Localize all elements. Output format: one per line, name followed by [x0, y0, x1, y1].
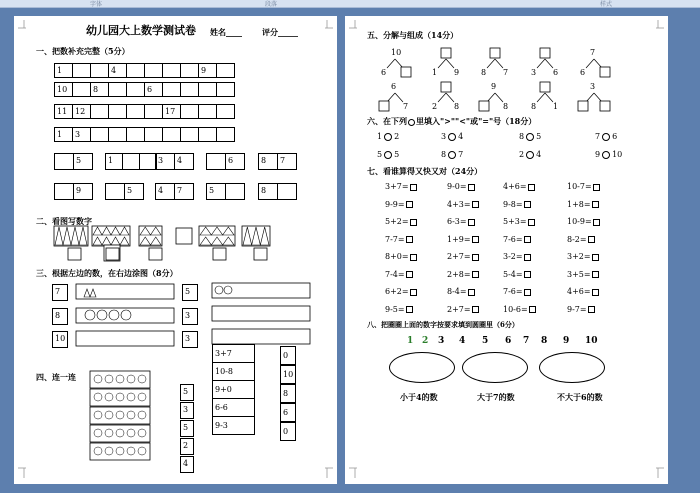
- fruit-shape: [116, 393, 124, 401]
- pair-cell: 6: [225, 153, 245, 170]
- answer-box: [524, 236, 531, 243]
- bond-left-number: 6: [381, 68, 387, 77]
- section-2-title: 二、看图写数字: [36, 216, 92, 226]
- count-number: 10: [52, 331, 68, 348]
- compare-item: [377, 150, 399, 160]
- arithmetic-expression: 10-6=: [503, 304, 528, 314]
- number-item: 5: [482, 336, 489, 346]
- arithmetic-expression: 1+9=: [447, 234, 471, 244]
- pair-cell: 7: [277, 153, 297, 170]
- bond-line: [446, 93, 454, 102]
- oval-greater-than-7: [462, 352, 528, 383]
- sequence-cell: 8: [90, 82, 109, 97]
- compare-left: 2: [519, 150, 525, 159]
- count-number: 7: [52, 284, 68, 301]
- count-number: 8: [52, 308, 68, 325]
- answer-box: [593, 184, 600, 191]
- arithmetic-problem: [567, 217, 600, 227]
- picture-box: [90, 443, 150, 460]
- fruit-shape: [138, 411, 146, 419]
- answer-box: [592, 289, 599, 296]
- arithmetic-expression: 7-4=: [385, 269, 405, 279]
- arithmetic-expression: 1+8=: [567, 199, 591, 209]
- fruit-shape: [105, 393, 113, 401]
- arithmetic-expression: 4+6=: [567, 287, 591, 296]
- compare-item: [595, 132, 617, 142]
- match-expression: 6-6: [212, 398, 255, 417]
- arithmetic-expression: 8+0=: [385, 252, 409, 261]
- section-8-title: 八、把圈圈上面的数字按要求填到圆圈里（6分）: [367, 320, 519, 329]
- compare-circle: [384, 133, 392, 141]
- sequence-cell: 17: [162, 104, 181, 119]
- count-number: 3: [182, 308, 198, 325]
- arithmetic-problem: [447, 200, 479, 210]
- arithmetic-problem: [503, 217, 535, 227]
- arithmetic-problem: [503, 252, 531, 262]
- bond-line: [545, 59, 553, 68]
- compare-item: [519, 132, 541, 142]
- picture-box: [90, 389, 150, 406]
- fruit-shape: [116, 447, 124, 455]
- answer-box: [529, 306, 536, 313]
- arithmetic-expression: 8-4=: [447, 287, 467, 296]
- answer-box: [410, 254, 417, 261]
- word-ribbon: [0, 0, 700, 8]
- fruit-shape: [127, 393, 135, 401]
- bond-left-number: 6: [580, 68, 586, 77]
- compare-item: [595, 150, 622, 160]
- fruit-shape: [116, 411, 124, 419]
- arithmetic-problem: [385, 305, 413, 315]
- compare-circle: [448, 133, 456, 141]
- compare-right: 4: [458, 132, 464, 141]
- bond-left-number: 1: [432, 68, 438, 77]
- count-number: 5: [182, 284, 198, 301]
- bond-line: [537, 93, 545, 102]
- arithmetic-expression: 9-9=: [385, 199, 405, 209]
- sequence-cell: 4: [108, 63, 127, 78]
- match-expression: 9+0: [212, 380, 255, 399]
- oval-label: 小于4的数: [400, 392, 438, 402]
- fruit-shape: [127, 447, 135, 455]
- compare-circle: [448, 151, 456, 159]
- answer-box: [472, 236, 479, 243]
- bond-left-number: 2: [432, 102, 438, 111]
- fruit-shape: [138, 393, 146, 401]
- section-6-title: 六、在下列 里填入">""<"或"="号（18分）: [367, 116, 537, 126]
- match-number: 2: [180, 438, 194, 455]
- arithmetic-problem: [567, 252, 599, 262]
- fruit-shape: [105, 375, 113, 383]
- fruit-shape: [138, 429, 146, 437]
- sequence-cell: 9: [198, 63, 217, 78]
- arithmetic-expression: 2+7=: [447, 304, 471, 314]
- answer-box: [468, 219, 475, 226]
- arithmetic-problem: [385, 200, 413, 210]
- arithmetic-problem: [503, 200, 531, 210]
- answer-box: [540, 48, 550, 58]
- bond-left-number: 8: [481, 68, 487, 77]
- pair-cell: 8: [258, 153, 278, 170]
- answer-box: [524, 271, 531, 278]
- compare-circle: [526, 151, 534, 159]
- answer-box: [592, 271, 599, 278]
- number-item: 1: [407, 336, 414, 346]
- right-page: [345, 16, 668, 484]
- arithmetic-expression: 4+6=: [503, 182, 527, 191]
- section-4-title: 四、连一连: [36, 372, 76, 382]
- arithmetic-problem: [385, 287, 417, 297]
- fruit-shape: [116, 429, 124, 437]
- answer-box: [588, 306, 595, 313]
- bond-line: [387, 59, 395, 68]
- sequence-cell: 6: [144, 82, 163, 97]
- answer-box: [593, 219, 600, 226]
- arithmetic-problem: [447, 305, 479, 315]
- bond-right-number: 7: [403, 102, 409, 111]
- compare-circle: [526, 133, 534, 141]
- bond-top-number: 9: [491, 82, 497, 91]
- bond-right-number: 6: [553, 68, 559, 77]
- compare-left: 8: [519, 132, 525, 141]
- fruit-shape: [94, 411, 102, 419]
- arithmetic-expression: 10-7=: [567, 182, 592, 191]
- answer-box: [472, 306, 479, 313]
- pair-cell: 7: [174, 183, 194, 200]
- bond-right-number: 8: [503, 102, 509, 111]
- arithmetic-problem: [503, 182, 535, 192]
- bond-line: [395, 93, 403, 102]
- sequence-cell: 10: [54, 82, 73, 97]
- pair-cell: 8: [258, 183, 278, 200]
- answer-box: [592, 201, 599, 208]
- bond-line: [495, 59, 503, 68]
- arithmetic-problem: [385, 252, 417, 262]
- answer-box: [406, 236, 413, 243]
- fruit-shape: [94, 447, 102, 455]
- ribbon-font-group: 字体: [90, 1, 103, 8]
- bond-left-number: 8: [531, 102, 537, 111]
- answer-box: [524, 289, 531, 296]
- answer-box: [600, 101, 610, 111]
- score-field: 评分_____: [262, 27, 298, 37]
- arithmetic-problem: [503, 270, 531, 280]
- arithmetic-problem: [567, 200, 599, 210]
- answer-box: [441, 82, 451, 92]
- arithmetic-expression: 9-7=: [567, 304, 587, 314]
- sequence-cell: 11: [54, 104, 73, 119]
- compare-right: 5: [394, 150, 400, 159]
- sequence-cell: 1: [54, 63, 73, 78]
- answer-box: [410, 219, 417, 226]
- arithmetic-expression: 3+7=: [385, 182, 409, 191]
- name-field: 姓名____: [210, 27, 242, 37]
- arithmetic-problem: [567, 287, 599, 297]
- arithmetic-expression: 5+2=: [385, 217, 409, 226]
- fruit-shape: [116, 375, 124, 383]
- arithmetic-expression: 5+3=: [503, 217, 527, 226]
- number-item: 2: [422, 336, 429, 346]
- arithmetic-problem: [447, 270, 479, 280]
- bond-top-number: 3: [590, 82, 596, 91]
- fruit-shape: [105, 447, 113, 455]
- arithmetic-expression: 6+2=: [385, 287, 409, 296]
- fruit-shape: [94, 393, 102, 401]
- bond-line: [537, 59, 545, 68]
- arithmetic-expression: 7-6=: [503, 234, 523, 244]
- answer-box: [524, 254, 531, 261]
- answer-box: [472, 201, 479, 208]
- compare-circle: [384, 151, 392, 159]
- compare-left: 3: [441, 132, 447, 141]
- arithmetic-expression: 3+5=: [567, 269, 591, 279]
- arithmetic-problem: [567, 305, 595, 315]
- answer-box: [406, 201, 413, 208]
- bond-right-number: 1: [553, 102, 559, 111]
- bond-line: [545, 93, 553, 102]
- pair-cell: 9: [73, 183, 93, 200]
- answer-box: [479, 101, 489, 111]
- compare-right: 7: [458, 150, 464, 159]
- oval-label: 大于7的数: [477, 392, 515, 402]
- match-result: 8: [280, 384, 296, 403]
- number-item: 4: [459, 336, 466, 346]
- sequence-cell: 12: [72, 104, 91, 119]
- sequence-cell: 3: [72, 127, 91, 142]
- fruit-shape: [105, 429, 113, 437]
- compare-right: 6: [612, 132, 618, 141]
- oval-label: 不大于6的数: [557, 392, 603, 402]
- section-7-title: 七、看谁算得又快又对（24分）: [367, 166, 483, 176]
- answer-box: [468, 184, 475, 191]
- match-expression: 3+7: [212, 344, 255, 363]
- arithmetic-expression: 4+3=: [447, 199, 471, 209]
- bond-top-number: 6: [391, 82, 397, 91]
- compare-right: 10: [612, 150, 623, 159]
- bond-left-number: 3: [531, 68, 537, 77]
- compare-left: 8: [441, 150, 447, 159]
- page-title: 幼儿园大上数学测试卷: [86, 24, 196, 37]
- bond-top-number: 10: [391, 48, 402, 57]
- arithmetic-expression: 3+2=: [567, 252, 591, 261]
- bond-line: [586, 59, 594, 68]
- arithmetic-problem: [385, 182, 417, 192]
- arithmetic-problem: [503, 287, 531, 297]
- bond-line: [438, 59, 446, 68]
- arithmetic-problem: [503, 305, 536, 315]
- match-result: 0: [280, 422, 296, 441]
- number-item: 7: [523, 336, 530, 346]
- fruit-shape: [94, 375, 102, 383]
- compare-left: 7: [595, 132, 601, 141]
- pair-cell: 3: [155, 153, 175, 170]
- arithmetic-problem: [447, 252, 479, 262]
- bond-right-number: 8: [454, 102, 460, 111]
- number-item: 10: [585, 336, 598, 346]
- arithmetic-expression: 3-2=: [503, 252, 523, 261]
- match-expression: 10-8: [212, 362, 255, 381]
- number-item: 3: [438, 336, 445, 346]
- answer-box: [410, 289, 417, 296]
- pair-cell: 5: [206, 183, 226, 200]
- arithmetic-problem: [447, 287, 475, 297]
- answer-box: [472, 254, 479, 261]
- pair-cell: 1: [105, 153, 123, 170]
- match-number: 4: [180, 456, 194, 473]
- arithmetic-problem: [567, 235, 595, 245]
- oval-less-than-4: [389, 352, 455, 383]
- bond-right-number: 9: [454, 68, 460, 77]
- arithmetic-expression: 9-0=: [447, 182, 467, 191]
- bond-line: [446, 59, 454, 68]
- match-result: 6: [280, 403, 296, 422]
- arithmetic-expression: 9-8=: [503, 199, 523, 209]
- match-number: 3: [180, 402, 194, 419]
- answer-box: [406, 271, 413, 278]
- arithmetic-problem: [385, 217, 417, 227]
- picture-box: [90, 407, 150, 424]
- compare-right: 2: [394, 132, 400, 141]
- bond-right-number: 7: [503, 68, 509, 77]
- answer-box: [406, 306, 413, 313]
- arithmetic-expression: 7-7=: [385, 234, 405, 244]
- pair-cell: 4: [155, 183, 175, 200]
- arithmetic-problem: [567, 270, 599, 280]
- arithmetic-expression: 5-4=: [503, 269, 523, 279]
- number-item: 6: [505, 336, 512, 346]
- answer-box: [528, 219, 535, 226]
- compare-item: [441, 132, 463, 142]
- compare-item: [519, 150, 541, 160]
- arithmetic-problem: [567, 182, 600, 192]
- compare-circle: [602, 151, 610, 159]
- fruit-shape: [127, 375, 135, 383]
- number-bond-lines: [345, 16, 668, 484]
- answer-box: [379, 101, 389, 111]
- picture-box: [90, 425, 150, 442]
- sequence-cell: 1: [54, 127, 73, 142]
- answer-box: [490, 48, 500, 58]
- answer-box: [540, 82, 550, 92]
- answer-box: [410, 184, 417, 191]
- arithmetic-expression: 10-9=: [567, 217, 592, 226]
- arithmetic-problem: [447, 217, 475, 227]
- fruit-shape: [138, 447, 146, 455]
- compare-item: [377, 132, 399, 142]
- fruit-shape: [127, 429, 135, 437]
- pair-cell: 5: [124, 183, 144, 200]
- picture-box: [90, 371, 150, 388]
- number-item: 8: [541, 336, 548, 346]
- answer-box: [524, 201, 531, 208]
- answer-box: [441, 48, 451, 58]
- bond-line: [495, 93, 503, 102]
- arithmetic-expression: 2+7=: [447, 252, 471, 261]
- fruit-shape: [94, 429, 102, 437]
- compare-item: [441, 150, 463, 160]
- answer-box: [588, 236, 595, 243]
- answer-box: [592, 254, 599, 261]
- fruit-shape: [105, 411, 113, 419]
- match-result: 10: [280, 365, 296, 384]
- answer-box: [528, 184, 535, 191]
- compare-right: 4: [536, 150, 542, 159]
- arithmetic-expression: 2+8=: [447, 269, 471, 279]
- arithmetic-problem: [447, 182, 475, 192]
- arithmetic-problem: [385, 235, 413, 245]
- ribbon-styles-group: 样式: [600, 1, 613, 8]
- compare-right: 5: [536, 132, 542, 141]
- match-number: 5: [180, 420, 194, 437]
- answer-box: [401, 67, 411, 77]
- matching-pictures: [14, 16, 337, 484]
- pair-cell: 5: [73, 153, 93, 170]
- compare-left: 9: [595, 150, 601, 159]
- arithmetic-expression: 6-3=: [447, 217, 467, 226]
- section-1-title: 一、把数补充完整（5分）: [36, 46, 130, 56]
- answer-box: [472, 271, 479, 278]
- answer-box: [468, 289, 475, 296]
- arithmetic-problem: [385, 270, 413, 280]
- section-3-title: 三、根据左边的数，在右边涂图（8分）: [36, 268, 178, 278]
- pair-cell: 4: [174, 153, 194, 170]
- number-item: 9: [563, 336, 570, 346]
- oval-not-greater-than-6: [539, 352, 605, 383]
- section-5-title: 五、分解与组成（14分）: [367, 30, 459, 40]
- count-number: 3: [182, 331, 198, 348]
- fruit-shape: [127, 411, 135, 419]
- compare-left: 1: [377, 132, 383, 141]
- match-result: 0: [280, 346, 296, 365]
- ribbon-paragraph-group: 段落: [265, 1, 278, 8]
- arithmetic-problem: [447, 235, 479, 245]
- match-expression: 9-3: [212, 416, 255, 435]
- fruit-shape: [138, 375, 146, 383]
- answer-box: [600, 67, 610, 77]
- bond-top-number: 7: [590, 48, 596, 57]
- arithmetic-expression: 9-5=: [385, 304, 405, 314]
- arithmetic-problem: [503, 235, 531, 245]
- arithmetic-expression: 8-2=: [567, 234, 587, 244]
- bond-line: [438, 93, 446, 102]
- match-number: 5: [180, 384, 194, 401]
- bond-line: [487, 59, 495, 68]
- left-page: [14, 16, 337, 484]
- compare-circle: [602, 133, 610, 141]
- answer-box: [578, 101, 588, 111]
- arithmetic-expression: 7-6=: [503, 287, 523, 296]
- compare-left: 5: [377, 150, 383, 159]
